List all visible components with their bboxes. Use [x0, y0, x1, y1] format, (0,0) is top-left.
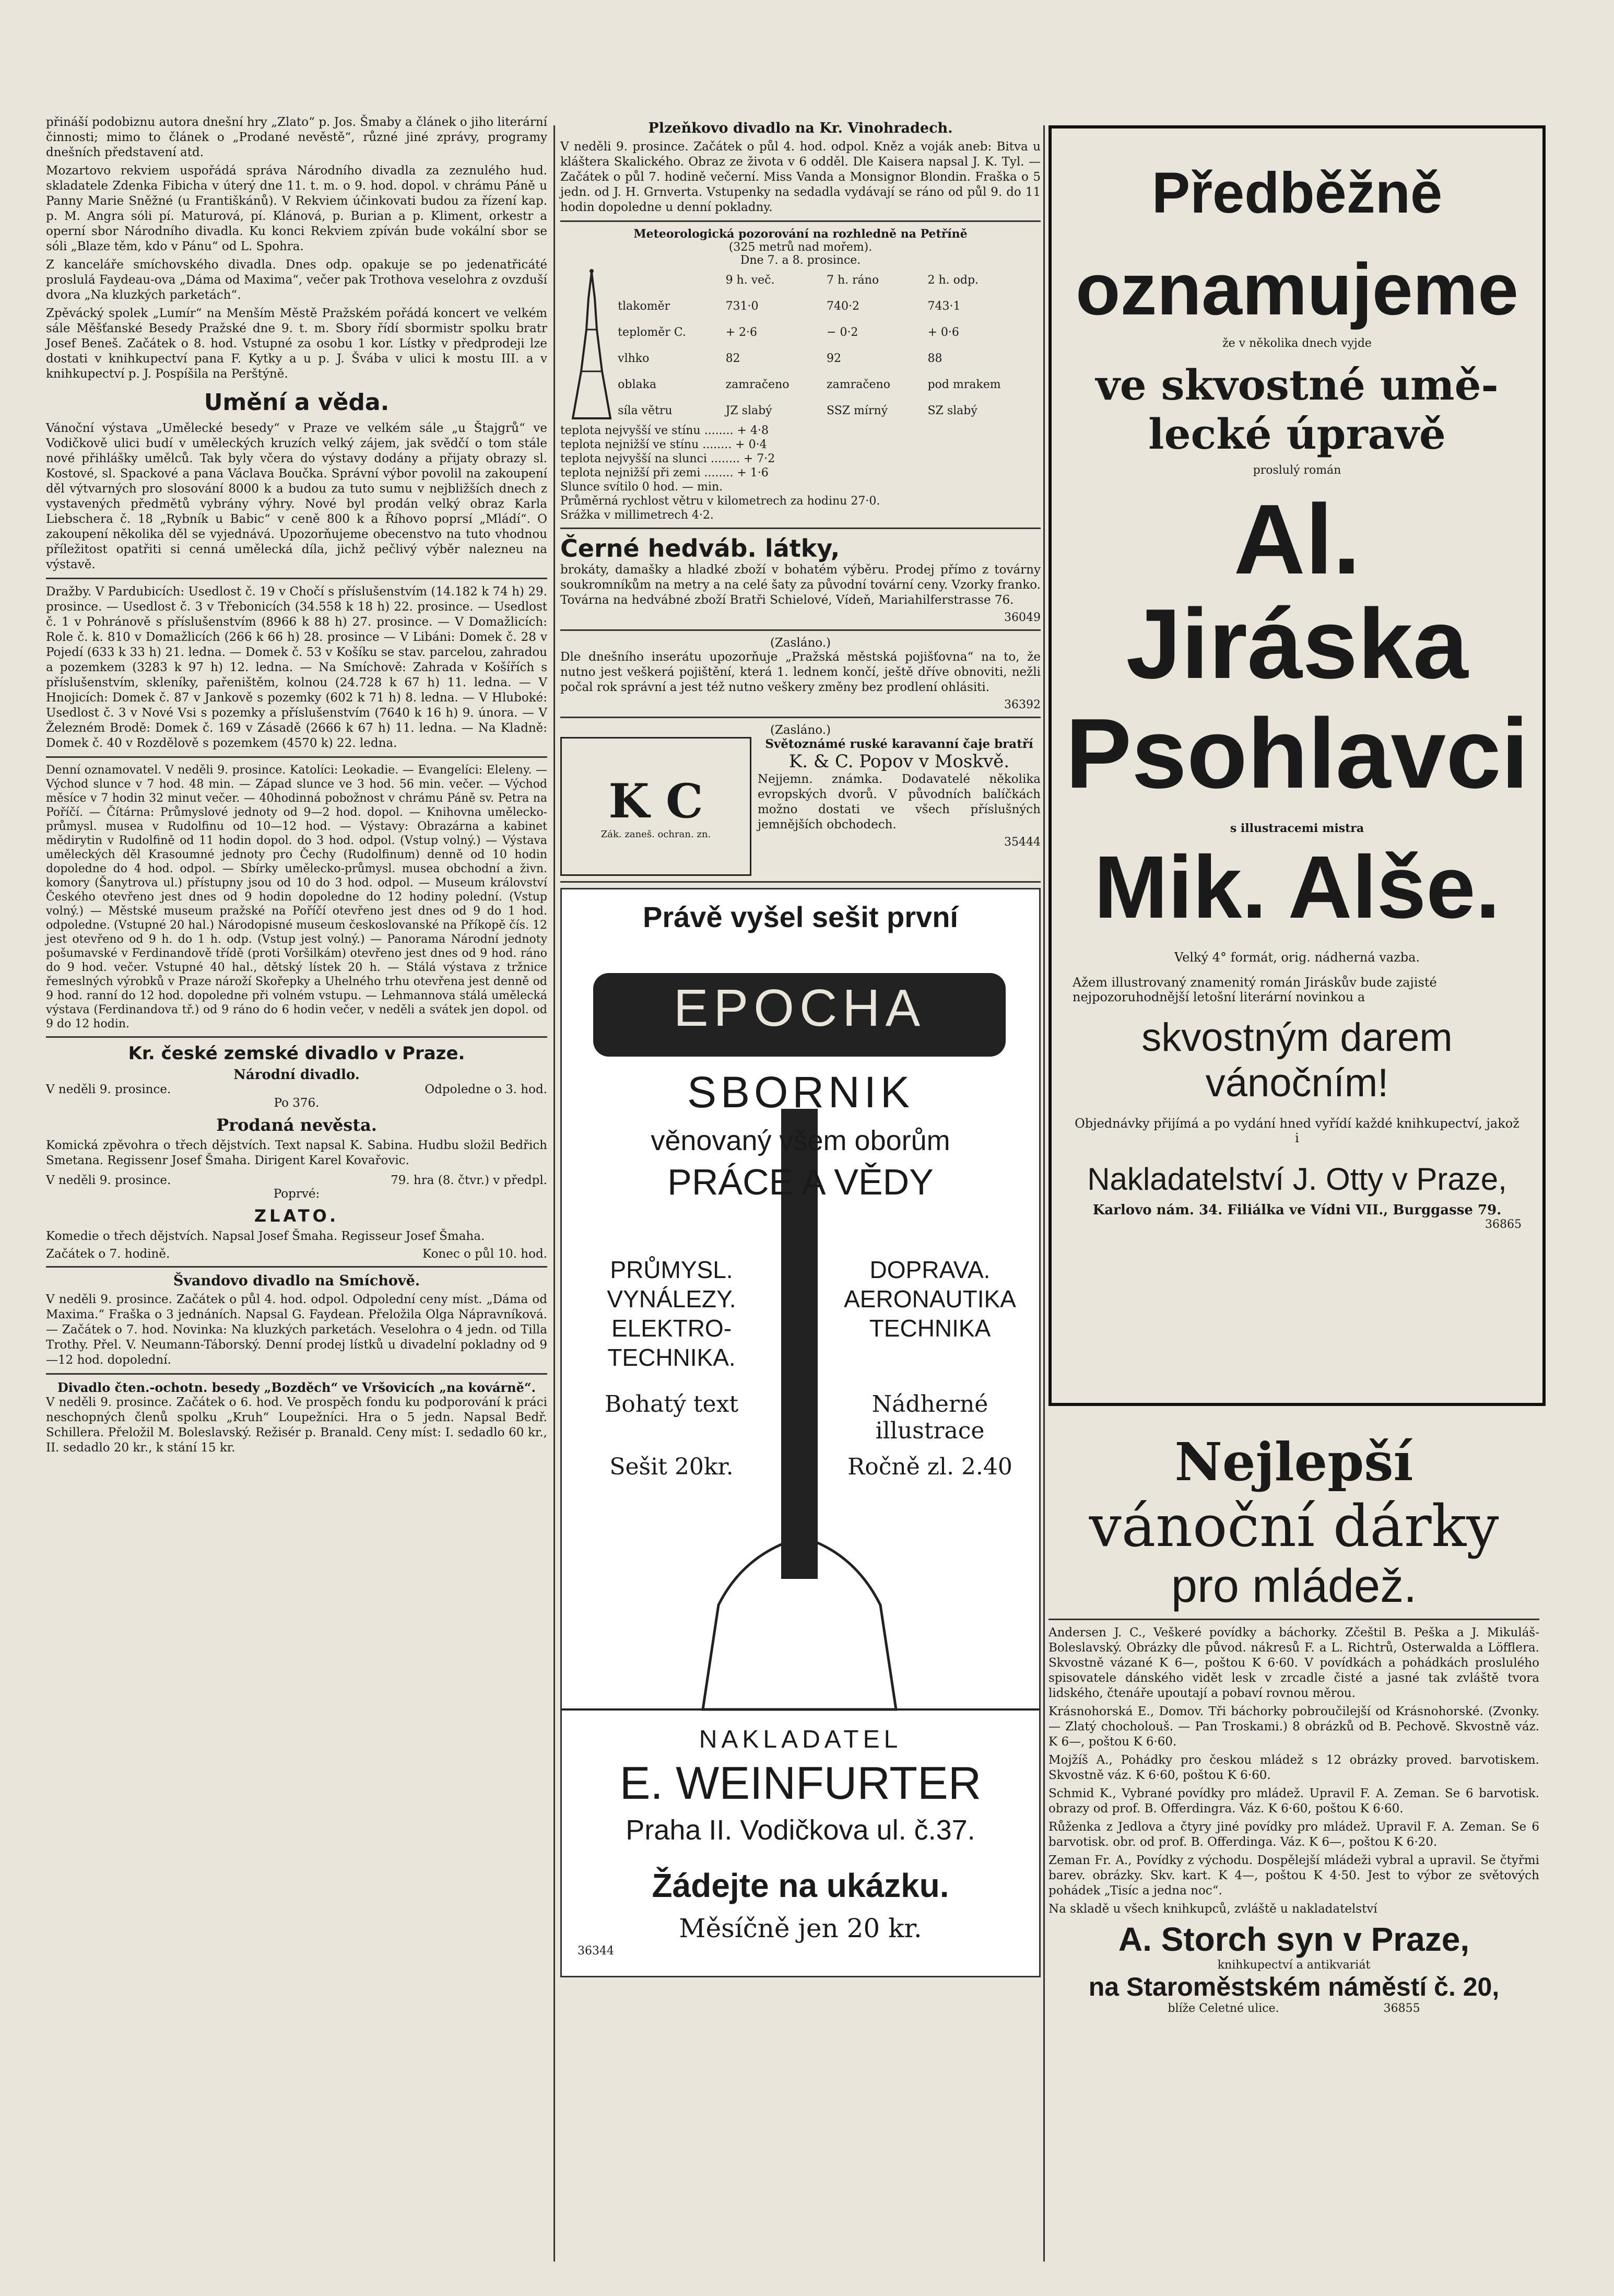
premiere-label: Poprvé: — [273, 1187, 320, 1201]
ad-address: Karlovo nám. 34. Filiálka ve Vídni VII., Burggasse 79. — [1092, 1202, 1502, 1218]
insurance-number: 36392 — [1004, 698, 1041, 711]
column-rule — [553, 125, 555, 2262]
play-title-zlato: ZLATO. — [254, 1206, 339, 1226]
silk-title: Černé hedváb. látky, — [560, 534, 840, 563]
silk-text: brokáty, damašky a hladké zboží v bohatém výběru. Prodej přímo z továrny soukromníkům na metry a na celé šaty za původní tovární ceny. Vzorky franko. Továrna na hedvábné zboží Bratři Schielové, Vídeň, Mariahilferstrasse 76. — [560, 563, 1041, 607]
meteo-head-cell — [616, 267, 723, 293]
ad-illus: s illustracemi mistra — [1230, 822, 1364, 835]
epocha-sbornik: SBORNIK — [687, 1068, 914, 1117]
gifts-ad — [1048, 1431, 1539, 2015]
meteo-extra-line: teplota nejvyšší ve stínu ........ + 4·8 — [560, 424, 769, 437]
meteo-cell: síla větru — [618, 404, 673, 417]
meteo-cell: tlakoměr — [618, 299, 670, 313]
mozart-notice: Mozartovo rekviem uspořádá správa Národního divadla za zeznulého hud. skladatele Zdenka Fibicha v úterý dne 11. t. m. o 9. hod. dopol. v chrámu Páně u Panny Marie Sněžné (u Františkánů). V Rekviem účinkovati budou za řízení kap. p. M. Angra sóli pí. Maturová, pí. Klánová, p. Burian a p. Kliment, orkestr a operní sbor Národního divadla. Ku konci Rekviem zpíván bude vokální sbor se sóli „Blaze těm, kdo v Pánu“ od L. Spohra. — [46, 164, 547, 253]
divider — [560, 717, 1041, 718]
ad-format: Velký 4° formát, orig. nádherná vazba. — [1174, 950, 1420, 965]
zlato-description: Komedie o třech dějstvích. Napsal Josef Šmaha. Regisseur Josef Šmaha. — [46, 1229, 485, 1243]
ad-skvostne: ve skvostné umě- — [1095, 360, 1499, 409]
silk-number: 36049 — [1004, 611, 1041, 624]
play-title-prodana: Prodaná nevěsta. — [216, 1115, 377, 1135]
newspaper-page — [25, 115, 1586, 2282]
ad-order: Objednávky přijímá a po vydání hned vyřídí každé knihkupectví, jakož i — [1075, 1116, 1519, 1145]
svandovo-program: V neděli 9. prosince. Začátek o půl 4. hod. odpol. Odpolední ceny míst. „Dáma od Maxima.“ Fraška o 3 jednáních. Napsal G. Faydean. Přeložila Olga Nápravníková. — Začátek o 7. hod. Novinka: Na kluzkých parketách. Veselohra o 4 jedn. od Tilla Trothy. Přel. V. Neumann-Táborský. Denní prodej lístků u divadelní pokladny od 9—12 hod. dopolední. — [46, 1293, 547, 1367]
meteo-date: Dne 7. a 8. prosince. — [740, 254, 861, 267]
epocha-right-list — [828, 1255, 1032, 1343]
meteo-cell: + 2·6 — [725, 325, 757, 339]
epocha-topic: DOPRAVA. — [869, 1256, 991, 1283]
meteo-row — [616, 319, 1041, 345]
meteo-head-cell: 7 h. ráno — [827, 273, 879, 287]
meteo-cell: pod mrakem — [927, 378, 1001, 391]
tea-brand: K. & C. Popov v Moskvě. — [788, 751, 1010, 772]
meteo-cell: 82 — [725, 352, 740, 365]
epocha-monthly: Měsíčně jen 20 kr. — [679, 1913, 922, 1943]
epocha-nadherne: Nádherné illustrace — [871, 1391, 988, 1444]
gift-item: Růženka z Jedlova a čtyry jiné povídky pro mládež. Upravil F. A. Zeman. Se 6 barvotisk. obr. od prof. B. Offerdinga. Váz. K 6—, poštou K 6·20. — [1048, 1820, 1539, 1849]
epocha-number: 36344 — [578, 1944, 614, 1958]
insurance-notice: Dle dnešního inserátu upozorňuje „Pražská městská pojišťovna“ na to, že nutno jest veškerá pojištění, která 1. lednem končí, ještě dříve obnoviti, nežli počal rok správní a jest též nutno veškery změny bez prodlení ohlásiti. — [560, 650, 1041, 694]
meteo-extra-line: Průměrná rychlost větru v kilometrech za hodinu 27·0. — [560, 495, 880, 508]
performance-row — [46, 1174, 547, 1187]
gift-item: Krásnohorská E., Domov. Tři báchorky pobroučilejší od Krásnohorské. (Zvonky. — Zlatý chocholouš. — Pan Troskami.) 8 obrázků od B. Pechově. Skvostně váz. K 6—, poštou K 6·60. — [1048, 1705, 1539, 1749]
epocha-topic: AERONAUTIKA — [844, 1285, 1016, 1313]
epocha-topic: ELEKTRO- — [611, 1315, 732, 1342]
column-middle — [560, 115, 1041, 2282]
column-rule — [1043, 125, 1045, 2262]
prodana-description: Komická zpěvohra o třech dějstvích. Text napsal K. Sabina. Hudbu složil Bedřich Smetana. Regissenr Josef Šmaha. Dirigent Karel Kovařovic. — [46, 1139, 547, 1167]
tea-ad — [560, 737, 1041, 876]
epocha-venovany: věnovaný všem oborům — [651, 1125, 950, 1156]
divider — [46, 756, 547, 758]
epocha-zadejte: Žádejte na ukázku. — [652, 1867, 949, 1904]
meteo-cell: 731·0 — [725, 299, 759, 313]
epocha-topic: PRŮMYSL. — [610, 1256, 733, 1283]
meteo-cell: + 0·6 — [927, 325, 959, 339]
performance-row — [46, 1083, 547, 1096]
epocha-left-list — [572, 1255, 771, 1372]
smichov-notice: Z kanceláře smíchovského divadla. Dnes odp. opakuje se po jedenatřicáté proslulá Faydeau-ova „Dáma od Maxima“, večer pak Trothova veselohra z ovzduší dvora „Na kluzkých parketách“. — [46, 258, 547, 302]
lumir-notice: Zpěvácký spolek „Lumír“ na Menším Městě Pražském pořádá koncert ve velkém sále Měšťanské Besedy Pražské dne 9. t. m. Sbory řídí sbormistr spolku bratr Josef Beneš. Začátek o 8. hod. Vstupné za osobu 1 kor. Lístky v předprodeji lze dostati v knihkupectví pana F. Kytky a u p. J. Švába v ulici k mostu III. a v knihkupectví p. J. Pospíšila na Perštýně. — [46, 307, 547, 381]
jirasek-ad — [1048, 125, 1546, 1406]
perf2-date: V neděli 9. prosince. — [46, 1174, 171, 1187]
divider — [1048, 1619, 1539, 1620]
meteo-cell: SSZ mírný — [827, 404, 888, 417]
epocha-head: Právě vyšel sešit první — [643, 900, 958, 933]
epocha-title: EPOCHA — [673, 979, 926, 1037]
meteo-cell: − 0·2 — [827, 325, 858, 339]
perf1-time: Odpoledne o 3. hod. — [425, 1083, 547, 1096]
meteo-cell: 92 — [827, 352, 842, 365]
gifts-address-row — [1048, 2002, 1539, 2015]
meteo-cell: JZ slabý — [725, 404, 772, 417]
divider — [46, 578, 547, 579]
daily-notice: Denní oznamovatel. V neděli 9. prosince. Katolíci: Leokadie. — Evangelíci: Eleleny. — Východ slunce v 7 hod. 48 min. — Západ slunce ve 3 hod. 56 min. večer. — Východ měsíce v 7 hodin 32 minut večer. — 40hodinná pobožnost v chrámu Páně sv. Petra na Poříčí. — Čítárna: Průmyslové jednoty od 9—2 hod. dopol. — Knihovna umělecko-průmysl. musea v Rudolfinu od 10—12 hod. — Výstavy: Obrazárna a kabinet mědirytin v Rudolfině od 11 hodin dopol. do 3 hod. odpol. (Vstup volný.) — Výstava uměleckých děl Krasoumné jednoty pro Čechy (Rudolfinum) denně od 10 hodin dopoledne do 4 hod. odpol. — Sbírky umělecko-průmysl. musea obchodní a živn. komory (Šanytrova ul.) přístupny jsou od 10 do 3 hod. odpol. — Museum království Českého otevřeno jest dnes od 9 hodin dopoledne do 12 hodiny polední. (Vstup volný.) — Městské museum pražské na Poříčí otevřeno jest dnes od 9 do 1 hod. odpoledne. (Vstupné 20 hal.) Národopisné museum českoslovanské na Příkopě čís. 12 jest otevřeno od 9 h. do 1 h. odp. (Vstup jest volný.) — Panorama Národní jednoty pošumavské v Ferdinandově třídě (proti Voršilkám) otevřeno jest dnes od 9 hod. ráno do 9 hod. večer. Vstupné 40 hal., dětský lístek 20 h. — Stálá výstava z tržnice řemeslných výrobků v Praze nároží Skořepky a Uhelného trhu otevřena jest denně od 9 hod. ranní do 12 hod. dopoledne při volném vstupu. — Lehmannova stálá umělecká výstava (Ferdinandova tř.) od 9 ráno do 6 hodin večer, v neděli a svátek jen dopol. od 9 do 12 hodin. — [46, 764, 547, 1030]
divider — [560, 220, 1041, 222]
ad-ze: že v několika dnech vyjde — [1222, 337, 1372, 350]
ad-book: Psohlavci — [1065, 698, 1529, 809]
bozdech-title: Divadlo čten.-ochotn. besedy „Bozděch“ ve Vršovicích „na kovárně“. — [57, 1380, 536, 1395]
tea-title: Světoznámé ruské karavanní čaje bratří — [765, 737, 1033, 751]
meteo-row — [616, 293, 1041, 319]
gift-item: Mojžíš A., Pohádky pro českou mládež s 12 obrázky proved. barvotiskem. Skvostně váz. K 6·60, poštou K 6·60. — [1048, 1753, 1539, 1782]
epocha-ad — [560, 888, 1041, 1977]
ad-publisher: Nakladatelství J. Otty v Praze, — [1087, 1162, 1507, 1197]
epocha-prace: PRÁCE A VĚDY — [667, 1162, 934, 1202]
epocha-topic: TECHNIKA. — [607, 1344, 736, 1371]
ad-number: 36865 — [1485, 1218, 1522, 1231]
meteo-table — [616, 267, 1041, 424]
zlato-start: Začátek o 7. hodině. — [46, 1247, 170, 1261]
national-theatre-label: Národní divadlo. — [233, 1067, 360, 1083]
meteo-row — [616, 397, 1041, 424]
divider — [46, 1266, 547, 1268]
meteo-cell: SZ slabý — [927, 404, 977, 417]
exhibition-notice: Vánoční výstava „Umělecké besedy“ v Praze ve velkém sále „u Štajgrů“ ve Vodičkově ulici budí v uměleckých kruzích velký zájem, jak svědčí o tom stále nové přihlášky umělců. Tak byly včera do výstavy dodány a přijaty obrazy sl. Kostové, sl. Spackové a pana Václava Boučka. Správní výbor povolil na zakoupení děl výtvarných pro slosování 8000 k a budou za tuto sumu v nejbližších dnech z vystavených předmětů vybrány výhry. Nové byl prodán velký obraz Karla Liebschera č. 18 „Rybník u Babic“ v ceně 800 k a Říhovo poprsí „Mládí“. O zakoupení několika děl se vyjednává. Upozorňujeme obecenstvo na tuto vhodnou příležitost opatřiti si cenná umělecká díla, jichž pečlivý výběr nalezneu na výstavě. — [46, 421, 547, 571]
gifts-address: na Staroměstském náměstí č. 20, — [1088, 1972, 1500, 2001]
gifts-subtitle: vánoční dárky — [1089, 1493, 1499, 1560]
plzenkovo-title: Plzeňkovo divadlo na Kr. Vinohradech. — [648, 120, 953, 136]
tea-trademark: Zák. zaneš. ochran. zn. — [600, 828, 711, 840]
meteo-cell: zamračeno — [827, 378, 890, 391]
silk-ad — [560, 534, 1041, 624]
column-right — [1048, 115, 1550, 2282]
gifts-address2: blíže Celetné ulice. — [1168, 2002, 1279, 2015]
meteo-extra-line: teplota nejnižší při zemi ........ + 1·6 — [560, 466, 769, 479]
perf1-number: Po 376. — [274, 1096, 320, 1110]
tea-logo-text: K C — [608, 773, 703, 829]
section-title-art: Umění a věda. — [204, 389, 390, 416]
epocha-topic: VYNÁLEZY. — [607, 1285, 736, 1313]
tea-number: 35444 — [1004, 836, 1041, 849]
divider — [560, 881, 1041, 883]
gifts-publisher: A. Storch syn v Praze, — [1118, 1920, 1470, 1958]
meteo-row — [616, 371, 1041, 397]
meteo-cell: teploměr C. — [618, 325, 686, 339]
meteo-subtitle: (325 metrů nad mořem). — [728, 241, 873, 254]
meteo-extra-line: teplota nejnižší ve stínu ........ + 0·4 — [560, 438, 767, 451]
tea-text: Nejjemn. známka. Dodavatelé několika evropských dvorů. V původních balíčkách možno dostati ve všech příslušných jemnějších obchodech. — [758, 772, 1041, 831]
plzenkovo-program: V neděli 9. prosince. Začátek o půl 4. hod. odpol. Kněz a voják aneb: Bitva u kláštera Skalického. Obraz ze života v 6 odděl. Dle Kaisera napsal J. K. Tyl. — Začátek o půl 7. hodině večerní. Miss Vanda a Monsignor Blondin. Fraška o 5 jedn. od J. H. Grnverta. Vstupenky na sedadla vydávají se ráno od půl 9. do 11 hodin dopoledne u denní pokladny. — [560, 140, 1041, 214]
divider — [46, 1036, 547, 1038]
epocha-address: Praha II. Vodičkova ul. č.37. — [626, 1814, 975, 1846]
meteo-head-cell: 9 h. več. — [725, 273, 775, 287]
ad-oznamujeme: oznamujeme — [1076, 248, 1518, 330]
auctions-notice: Dražby. V Pardubicích: Usedlost č. 19 v Chočí s příslušenstvím (14.182 k 74 h) 29. prosince. — Usedlost č. 3 v Třebonicích (34.558 k 18 h) 22. prosince. — Usedlost č. 1 v Pohránově s příslušenstvím (8966 k 88 h) 27. prosince. — V Domažlicích: Role č. k. 810 v Domažlicích (266 k 66 h) 28. prosince — V Libáni: Domek č. 28 v Pojedí (633 k 33 h) 21. ledna. — Domek č. 53 v Košíku se stav. parcelou, zahradou a pozemkem (3283 k 97 h) 12. ledna. — Na Smíchově: Zahrada v Košířích s příslušenstvím, skleníky, pařeništěm, kolnou (24.728 k 67 h) 11. ledna. — V Hnojicích: Domek č. 87 v Jankově s pozemky (602 k 71 h) 8. ledna. — V Hluboké: Usedlost č. 3 v Nové Vsi s pozemky a příslušenstvím (7640 k 16 h) 9. února. — V Železném Brodě: Domek č. 169 v Zásadě (2666 k 67 h) 11. ledna. — Na Kladně: Domek č. 40 v Rozdělově s pozemkem (4570 k) 22. ledna. — [46, 585, 547, 750]
epocha-topic: TECHNIKA — [869, 1315, 991, 1342]
divider — [46, 1373, 547, 1375]
epocha-nakladatel: NAKLADATEL — [699, 1726, 902, 1753]
ad-darem: skvostným darem vánočním! — [1141, 1015, 1453, 1105]
tower-icon — [560, 267, 616, 424]
epocha-price-issue: Sešit 20kr. — [609, 1454, 734, 1480]
divider — [560, 528, 1041, 529]
gifts-title: Nejlepší — [1174, 1431, 1413, 1493]
ad-proslu: proslulý román — [1253, 464, 1341, 477]
meteo-extra-line: Srážka v millimetrech 4·2. — [560, 509, 714, 522]
ad-lecke: lecké úpravě — [1148, 409, 1446, 459]
divider — [560, 629, 1041, 631]
meteo-extra — [560, 424, 1041, 522]
tea-logo — [560, 737, 751, 876]
bozdech-program: V neděli 9. prosince. Začátek o 6. hod. Ve prospěch fondu ku podporování k práci neschopných členů spolku „Kruh“ Loupežníci. Hra o 5 jedn. Napsal Bedř. Schillera. Přeložil M. Boleslavský. Režisér p. Branald. Ceny míst: I. sedadlo 60 kr., II. sedadlo 20 kr., k stání 15 kr. — [46, 1396, 547, 1455]
zaslano-label: (Zasláno.) — [770, 723, 831, 737]
meteo-cell: vlhko — [618, 352, 650, 365]
meteo-cell: oblaka — [618, 378, 657, 391]
meteo-cell: 88 — [927, 352, 943, 365]
perf1-date: V neděli 9. prosince. — [46, 1083, 171, 1096]
perf2-subscription: 79. hra (8. čtvr.) v předpl. — [391, 1174, 547, 1187]
meteo-extra-line: Slunce svítilo 0 hod. — min. — [560, 481, 723, 494]
gift-item: Zeman Fr. A., Povídky z východu. Dospělejší mládeži vybral a upravil. Se čtyřmi barev. obrázky. Skv. kart. K 4—, poštou K 4·50. Jest to výbor ze světových pohádek „Tisíc a jedna noc“. — [1048, 1854, 1539, 1897]
zaslano-label: (Zasláno.) — [770, 636, 831, 650]
gifts-foot: Na skladě u všech knihkupců, zvláště u nakladatelství — [1048, 1902, 1377, 1916]
gifts-subtitle2: pro mládež. — [1171, 1560, 1417, 1612]
gift-item: Schmid K., Vybrané povídky pro mládež. Upravil F. A. Zeman. Se 6 barvotisk. obrazy od prof. B. Offerdingra. Váz. K 6·60, poštou K 6·60. — [1048, 1787, 1539, 1815]
gifts-number: 36855 — [1383, 2002, 1420, 2015]
meteo-cell: 740·2 — [827, 299, 859, 313]
column-left — [46, 115, 547, 2282]
svandovo-title: Švandovo divadlo na Smíchově. — [173, 1273, 420, 1289]
meteo-cell: zamračeno — [725, 378, 790, 391]
meteo-row — [616, 345, 1041, 371]
gift-item: Andersen J. C., Veškeré povídky a báchorky. Zčeštil B. Peška a J. Mikuláš-Boleslavský. Obrázky dle původ. nákresů F. a L. Richtrů, Osterwalda a Löfflera. Skvostně vázané K 6—, poštou K 6·60. V povídkách a pohádkách proslulého spisovatele dánského vidět lesk v zrcadle čisté a jasné tak zvláště tvora lidského, čtenáře upoutají a pobaví rovnou měrou. — [1048, 1626, 1539, 1700]
meteo-extra-line: teplota nejvyšší na slunci ........ + 7·2 — [560, 452, 775, 465]
theatre-title: Kr. české zemské divadlo v Praze. — [128, 1043, 465, 1064]
meteo-cell: 743·1 — [927, 299, 961, 313]
gifts-publisher2: knihkupectví a antikvariát — [1217, 1959, 1371, 1972]
intro-text: přináší podobiznu autora dnešní hry „Zlato“ p. Jos. Šmaby a článek o jiho literární činnosti; mimo to článek o „Prodané nevěstě“, různé jiné zprávy, programy dnešních představení atd. — [46, 115, 547, 159]
epocha-publisher: E. WEINFURTER — [619, 1757, 982, 1809]
meteo-head-cell: 2 h. odp. — [927, 273, 979, 287]
ad-ales: Mik. Alše. — [1094, 838, 1500, 937]
zlato-end: Konec o půl 10. hod. — [422, 1247, 547, 1261]
ad-predbezne: Předběžně — [1151, 161, 1443, 225]
ad-text: Ažem illustrovaný znamenitý román Jiráskův bude zajisté nejpozoruhodnější letošní literární novinkou a — [1073, 975, 1437, 1004]
zlato-times — [46, 1247, 547, 1261]
meteo-block — [560, 267, 1041, 424]
meteo-title: Meteorologická pozorování na rozhledně na Petříně — [633, 227, 968, 241]
ad-author: Al. Jiráska — [1126, 484, 1468, 699]
epocha-price-year: Ročně zl. 2.40 — [847, 1454, 1012, 1480]
epocha-bohaty: Bohatý text — [604, 1391, 739, 1418]
gifts-list — [1048, 1625, 1539, 1899]
